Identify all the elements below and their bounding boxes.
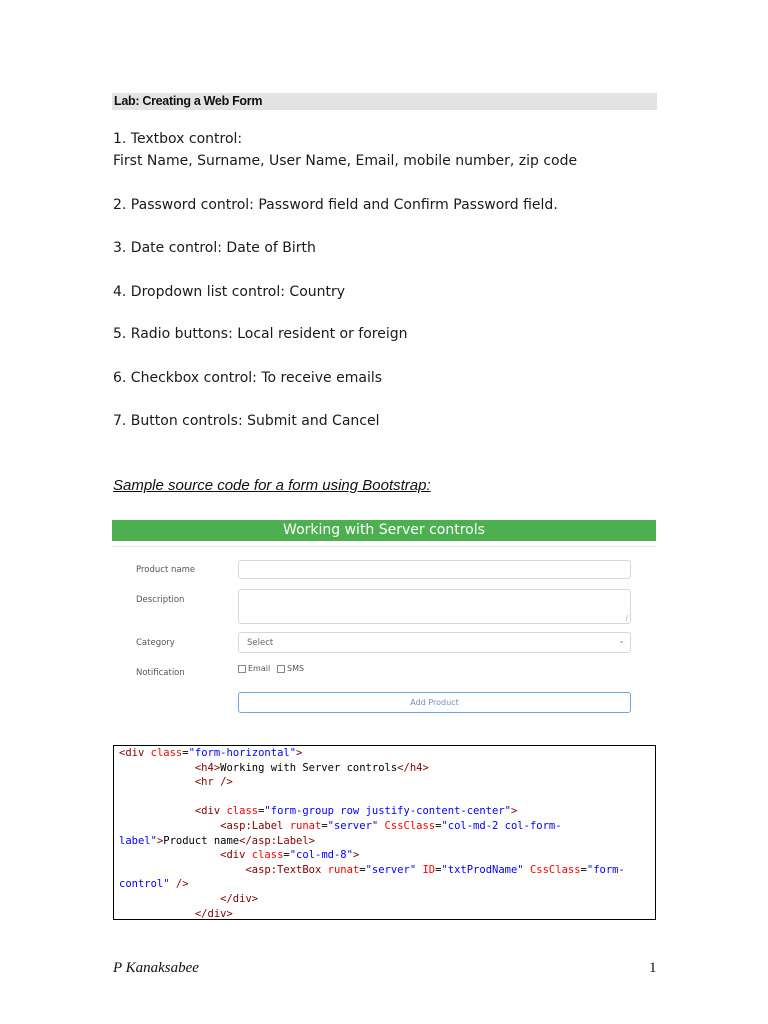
- item-2: 2. Password control: Password field and Confirm Password field.: [113, 197, 558, 213]
- item-3: 3. Date control: Date of Birth: [113, 240, 316, 256]
- category-label: Category: [136, 638, 175, 648]
- demo-form-screenshot: [112, 520, 656, 720]
- sms-checkbox: [277, 664, 304, 673]
- code-listing: <div class="form-horizontal"> <h4>Working with Server controls</h4> <hr /> <div class="form-group row justify-content-center"> <asp:Label runat="server" CssClass="col-md-2 col-form- label">Product name</asp:Label> <div class="col-md-8"> <asp:TextBox runat="server" ID="txtProdName" CssClass="form- control" /> </div> </div>: [119, 747, 625, 920]
- sms-option-label: SMS: [287, 664, 305, 673]
- item-5: 5. Radio buttons: Local resident or foreign: [113, 326, 408, 342]
- notification-label: Notification: [136, 668, 185, 678]
- description-textarea: [238, 589, 631, 624]
- footer-author: P Kanaksabee: [113, 960, 199, 976]
- demo-form-title: Working with Server controls: [112, 520, 656, 541]
- category-selected-value: Select: [247, 638, 274, 648]
- item-7: 7. Button controls: Submit and Cancel: [113, 413, 380, 429]
- item-6: 6. Checkbox control: To receive emails: [113, 370, 383, 386]
- product-name-label: Product name: [136, 565, 196, 575]
- item-1-heading: 1. Textbox control:: [113, 131, 243, 147]
- checkbox-icon: [277, 665, 285, 673]
- page-number: 1: [649, 960, 657, 976]
- sample-heading: Sample source code for a form using Bootstrap:: [113, 477, 431, 494]
- email-checkbox: [238, 664, 270, 673]
- product-name-input: [238, 560, 631, 579]
- item-1-detail: First Name, Surname, User Name, Email, mobile number, zip code: [113, 153, 578, 169]
- resize-grip-icon: ∕: [625, 614, 628, 622]
- chevron-down-icon: ⌄: [618, 636, 625, 645]
- code-snippet: [113, 745, 656, 920]
- checkbox-icon: [238, 665, 246, 673]
- demo-divider: [112, 546, 656, 547]
- add-product-button: Add Product: [238, 692, 631, 713]
- email-option-label: Email: [248, 664, 271, 673]
- category-select: [238, 632, 631, 653]
- item-4: 4. Dropdown list control: Country: [113, 284, 346, 300]
- description-label: Description: [136, 595, 185, 605]
- lab-title: Lab: Creating a Web Form: [112, 93, 657, 110]
